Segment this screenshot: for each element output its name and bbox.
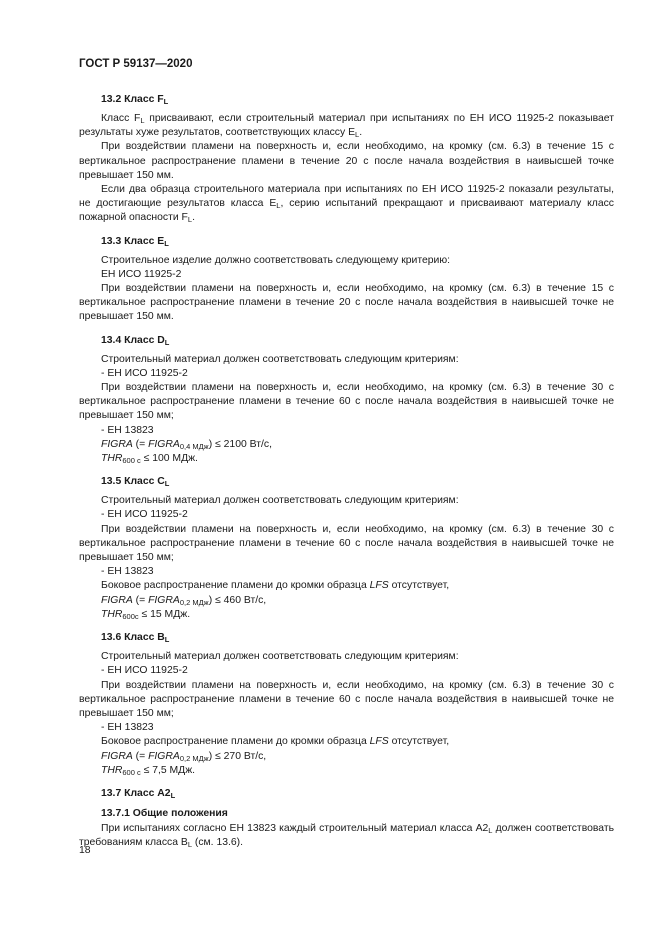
section-13-6-thr: $THR_{600 с} \le 7,5$ МДж. [101,764,196,777]
section-13-6-lfs: Боковое распространение пламени до кромки образца LFS отсутствует, [101,736,450,748]
section-13-3-paragraph-1: Строительное изделие должно соответствовать следующему критерию: [101,254,451,266]
section-13-5-standard-1: - ЕН ИСО 11925-2 [101,509,188,521]
document-page [79,58,614,850]
section-13-6-standard-2: - ЕН 13823 [101,722,154,734]
section-13-4-standard-1: - ЕН ИСО 11925-2 [101,367,188,379]
section-13-7-title: 13.7 Класс $A2_L$ [101,787,176,800]
section-13-6-figra: FIGRA (= $FIGRA_{0,2 МДж}) \le 270$ Вт/с, [101,750,267,763]
section-13-4-paragraph-3: При воздействии пламени на поверхность и, если необходимо, на кромку (см. 6.3) в течение 30 с вертикальное распространение пламени в течение 60 с после начала воздействия в наивысшей точке не превышает 150 мм; [79,382,614,422]
section-13-2-paragraph-2: При воздействии пламени на поверхность и, если необходимо, на кромку (см. 6.3) в течение 15 с вертикальное распространение пламени в течение 20 с после начала воздействия в наивысшей точке превышает 150 мм. [79,141,614,181]
section-13-5-lfs: Боковое распространение пламени до кромки образца LFS отсутствует, [101,580,450,592]
section-13-3-title: 13.3 Класс $E_L$ [101,235,169,248]
section-13-6-title: 13.6 Класс $B_L$ [101,632,170,645]
section-13-3-paragraph-3: При воздействии пламени на поверхность и, если необходимо, на кромку (см. 6.3) в течение 15 с вертикальное распространение пламени в течение 20 с после начала воздействия в наивысшей точке не превышает 150 мм. [79,283,614,323]
section-13-3-standard: ЕН ИСО 11925-2 [101,268,182,280]
section-13-2-paragraph-3: Если два образца строительного материала при испытаниях по ЕН ИСО 11925-2 показали результаты, не достигающие результатов класса $E_L$, серию испытаний прекращают и присваивают материалу класс пожарной опасности $F_L$. [79,184,614,225]
section-13-4-figra: FIGRA (= $FIGRA_{0,4 МДж}) \le 2100$ Вт/с, [101,438,272,451]
section-13-2-title: 13.2 Класс $F_L$ [101,94,169,106]
section-13-6-standard-1: - ЕН ИСО 11925-2 [101,665,188,677]
section-13-5-standard-2: - ЕН 13823 [101,566,154,578]
section-13-5-title: 13.5 Класс $C_L$ [101,476,170,489]
section-13-4-paragraph-1: Строительный материал должен соответствовать следующим критериям: [101,353,459,365]
page-number: 18 [79,845,91,856]
section-13-7-1-paragraph-1: При испытаниях согласно ЕН 13823 каждый строительный материал класса $A2_L$ должен соответствовать требованиям класса $B_L$ (см. 13.6). [79,822,614,850]
section-13-5-figra: FIGRA (= $FIGRA_{0,2 МДж}) \le 460$ Вт/с, [101,594,267,607]
section-13-5-thr: $THR_{600с} \le 15$ МДж. [101,608,191,621]
section-13-6-paragraph-3: При воздействии пламени на поверхность и, если необходимо, на кромку (см. 6.3) в течение 30 с вертикальное распространение пламени в течение 60 с после начала воздействия в наивысшей точке не превышает 150 мм; [79,679,614,719]
section-13-2-paragraph-1: Класс $F_L$ присваивают, если строительный материал при испытаниях по ЕН ИСО 11925-2 показывает результаты хуже результатов, соответствующих классу $E_L$. [79,113,614,140]
section-13-5-paragraph-1: Строительный материал должен соответствовать следующим критериям: [101,495,459,507]
section-13-5-paragraph-3: При воздействии пламени на поверхность и, если необходимо, на кромку (см. 6.3) в течение 30 с вертикальное распространение пламени в течение 60 с после начала воздействия в наивысшей точке не превышает 150 мм; [79,523,614,564]
section-13-4-title: 13.4 Класс $D_L$ [101,334,170,347]
section-13-7-1-title: 13.7.1 Общие положения [101,807,228,819]
document-code: ГОСТ Р 59137—2020 [79,58,193,70]
section-13-6-paragraph-1: Строительный материал должен соответствовать следующим критериям: [101,651,459,663]
section-13-4-thr: $THR_{600 с} \le 100$ МДж. [101,453,198,466]
section-13-4-standard-2: - ЕН 13823 [101,424,154,436]
